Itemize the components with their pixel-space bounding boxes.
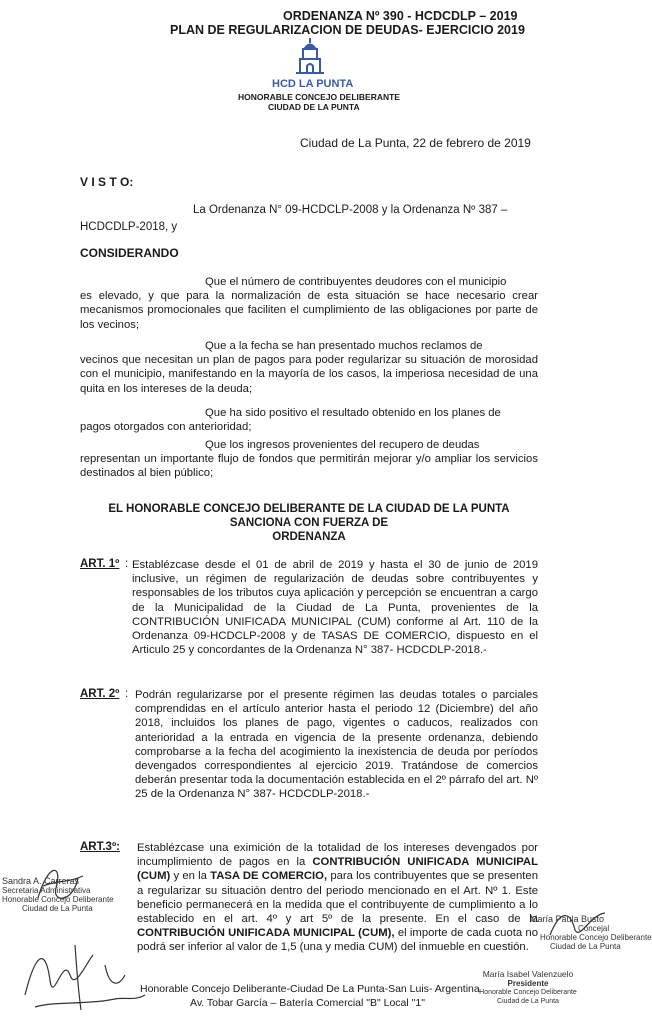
stamp-secretary-org: Honorable Concejo Deliberante [2, 895, 114, 904]
article-2-label: ART. 2º [80, 688, 120, 700]
considerando-paragraph-4 [80, 438, 538, 481]
ordinance-subtitle: PLAN DE REGULARIZACION DE DEUDAS- EJERCICIO 2019 [170, 23, 525, 37]
visto-text-a: La Ordenanza N° 09-HCDCLP-2008 y la Ordenanza Nº 387 – [193, 204, 508, 216]
stamp-president-role: Presidente [507, 979, 549, 988]
hcd-logo-icon [292, 36, 328, 76]
stamp-councilor-role: Concejal [578, 924, 610, 933]
org-city: CIUDAD DE LA PUNTA [268, 102, 360, 112]
p1-rest: es elevado, y que para la normalización de esta situación se hace necesario crear mecanismos promocionales que faciliten el cumplimiento de las obligaciones por parte de los vecinos; [80, 290, 538, 331]
article-2-text: Podrán regularizarse por el presente régimen las deudas totales o parciales comprendidas en el artículo anterior hasta el periodo 12 (Diciembre) del año 2018, incluidos los planes de pago, vigentes o caducos, realizados con anterioridad a la entrada en vigencia de la presente ordenanza, debiendo comprobarse a la fecha del acogimiento la inexistencia de deuda por períodos devengados correspondientes al ejercicio 2019. Tratándose de comercios deberán presentar toda la documentación establecida en el 2º párrafo del art. Nº 25 de la Ordenanza N° 387- HCDCDLP-2018.- [135, 689, 538, 801]
ordinance-title: ORDENANZA Nº 390 - HCDCDLP – 2019 [283, 9, 518, 23]
stamp-councilor-name: María Paula Busto [530, 914, 605, 924]
p1-first-line: Que el número de contribuyentes deudores con el municipio [205, 276, 507, 288]
article-1-text: Establézcase desde el 01 de abril de 2019 y hasta el 30 de junio de 2019 inclusive, un régimen de regularización de deudas sobre contribuyentes y responsables de los tributos cuya aplicación y percepción se encuentran a cargo de la Municipalidad de la Ciudad de La Punta, provenientes de la CONTRIBUCIÓN UNIFICADA MUNICIPAL (CUM) conforme al Art. 110 de la Ordenanza 09-HCDCLP-2008 y de TASAS DE COMERCIO, dispuesto en el Articulo 25 y concordantes de la Ordenanza N° 387- HCDCDLP-2018.- [132, 559, 538, 657]
stamp-councilor-city: Ciudad de La Punta [550, 942, 621, 951]
stamp-secretary-role: Secretaria Administrativa [2, 886, 91, 895]
stamp-secretary-city: Ciudad de La Punta [22, 904, 93, 913]
stamp-president-city: Ciudad de La Punta [497, 998, 559, 1005]
stamp-president-name: María Isabel Valenzuelo [482, 969, 574, 979]
considerando-paragraph-2 [80, 339, 538, 396]
signature-bottom-left [15, 935, 155, 1020]
considerando-paragraph-3 [80, 406, 538, 434]
stamp-councilor [530, 915, 652, 951]
footer-address-1: Honorable Concejo Deliberante-Ciudad De La Punta-San Luis- Argentina [140, 983, 480, 995]
sanciona-line-2: SANCIONA CON FUERZA DE [229, 517, 389, 529]
article-1-label: ART. 1º [80, 558, 120, 570]
org-name: HONORABLE CONCEJO DELIBERANTE [238, 92, 400, 102]
visto-heading: V I S T O: [80, 175, 134, 189]
sanciona-line-1: EL HONORABLE CONCEJO DELIBERANTE DE LA CIUDAD DE LA PUNTA [108, 503, 510, 515]
p4-first-line: Que los ingresos provenientes del recupero de deudas [205, 439, 480, 451]
p2-first-line: Que a la fecha se han presentado muchos reclamos de [205, 340, 483, 352]
document-date: Ciudad de La Punta, 22 de febrero de 2019 [300, 136, 531, 150]
stamp-secretary-name: Sandra A. Carreras [2, 876, 80, 886]
footer-address-2: Av. Tobar García – Batería Comercial "B" Local "1" [190, 997, 425, 1009]
p3-rest: pagos otorgados con anterioridad; [80, 421, 252, 434]
sanciona-block [80, 502, 538, 544]
stamp-president [470, 970, 586, 1006]
signature-left-scribble [28, 858, 88, 913]
logo-text: HCD LA PUNTA [272, 78, 354, 90]
p2-rest: vecinos que necesitan un plan de pagos para poder regularizar su situación de morosidad con el municipio, manifestando en la mayoría de los casos, la imperiosa necesidad de una quita en los intereses de la deuda; [80, 354, 538, 395]
p3-first-line: Que ha sido positivo el resultado obtenido en los planes de [205, 407, 501, 419]
article-3-text: Establézcase una eximición de la totalidad de los intereses devengados por incumplimiento de pagos en la CONTRIBUCIÓN UNIFICADA MUNICIPAL (CUM) y en la TASA DE COMERCIO, para los contribuyentes que se presenten a regularizar su situación dentro del periodo mencionado en el Art. Nº 1. Este beneficio permanecerá en la medida que el contribuyente de cumplimiento a lo establecido en el art. 4º y art 5º de la presente. En el caso de la CONTRIBUCIÓN UNIFICADA MUNICIPAL (CUM), el importe de cada cuota no podrá ser inferior al valor de 1,5 (una y media CUM) del inmueble en cuestión. [137, 842, 538, 954]
sanciona-line-3: ORDENANZA [272, 531, 346, 543]
article-3-label: ART.3º: [80, 841, 120, 853]
considerando-paragraph-1 [80, 275, 538, 332]
p4-rest: representan un importante flujo de fondos que permitirán mejorar y/o ampliar los servicios destinados al bien público; [80, 453, 538, 480]
stamp-president-org: Honorable Concejo Deliberante [479, 989, 577, 996]
stamp-councilor-org: Honorable Concejo Deliberante [540, 933, 652, 942]
visto-text-b: HCDCDLP-2018, y [80, 221, 178, 233]
considerando-heading: CONSIDERANDO [80, 246, 179, 260]
